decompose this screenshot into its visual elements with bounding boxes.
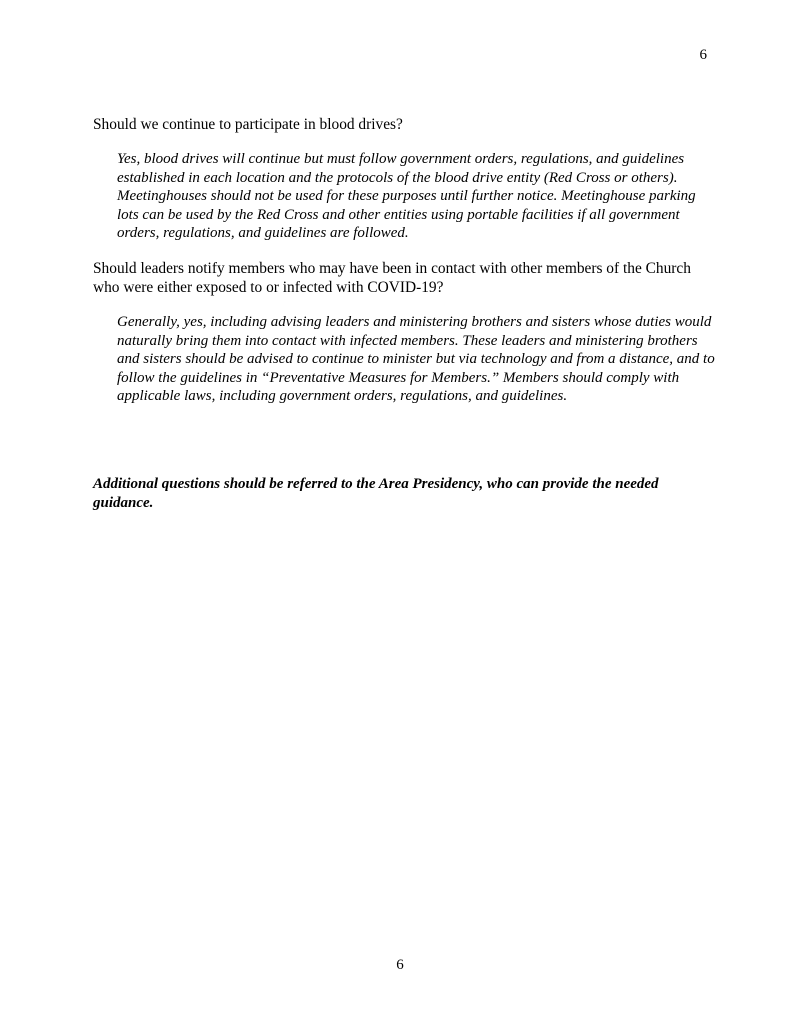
answer-blood-drives: Yes, blood drives will continue but must follow government orders, regulations, and guidelines established in each location and the protocols of the blood drive entity (Red Cross or others). Meetinghouses should not be used for these purposes until further notice. Meetinghouse parking lots can be used by the Red Cross and other entities using portable facilities if all government orders, regulations, and guidelines are followed.: [117, 151, 696, 242]
page-number-top: 6: [699, 47, 707, 63]
page-number-bottom: 6: [396, 957, 404, 973]
closing-note: Additional questions should be referred to the Area Presidency, who can provide the needed guidance.: [93, 476, 659, 511]
question-notify-members: Should leaders notify members who may have been in contact with other members of the Church who were either exposed to or infected with COVID-19?: [93, 260, 691, 296]
answer-notify-members: Generally, yes, including advising leaders and ministering brothers and sisters whose duties would naturally bring them into contact with infected members. These leaders and ministering brothers and sisters should be advised to continue to minister but via technology and from a distance, and to follow the guidelines in “Preventative Measures for Members.” Members should comply with applicable laws, including government orders, regulations, and guidelines.: [117, 314, 715, 405]
question-blood-drives: Should we continue to participate in blood drives?: [93, 116, 403, 133]
